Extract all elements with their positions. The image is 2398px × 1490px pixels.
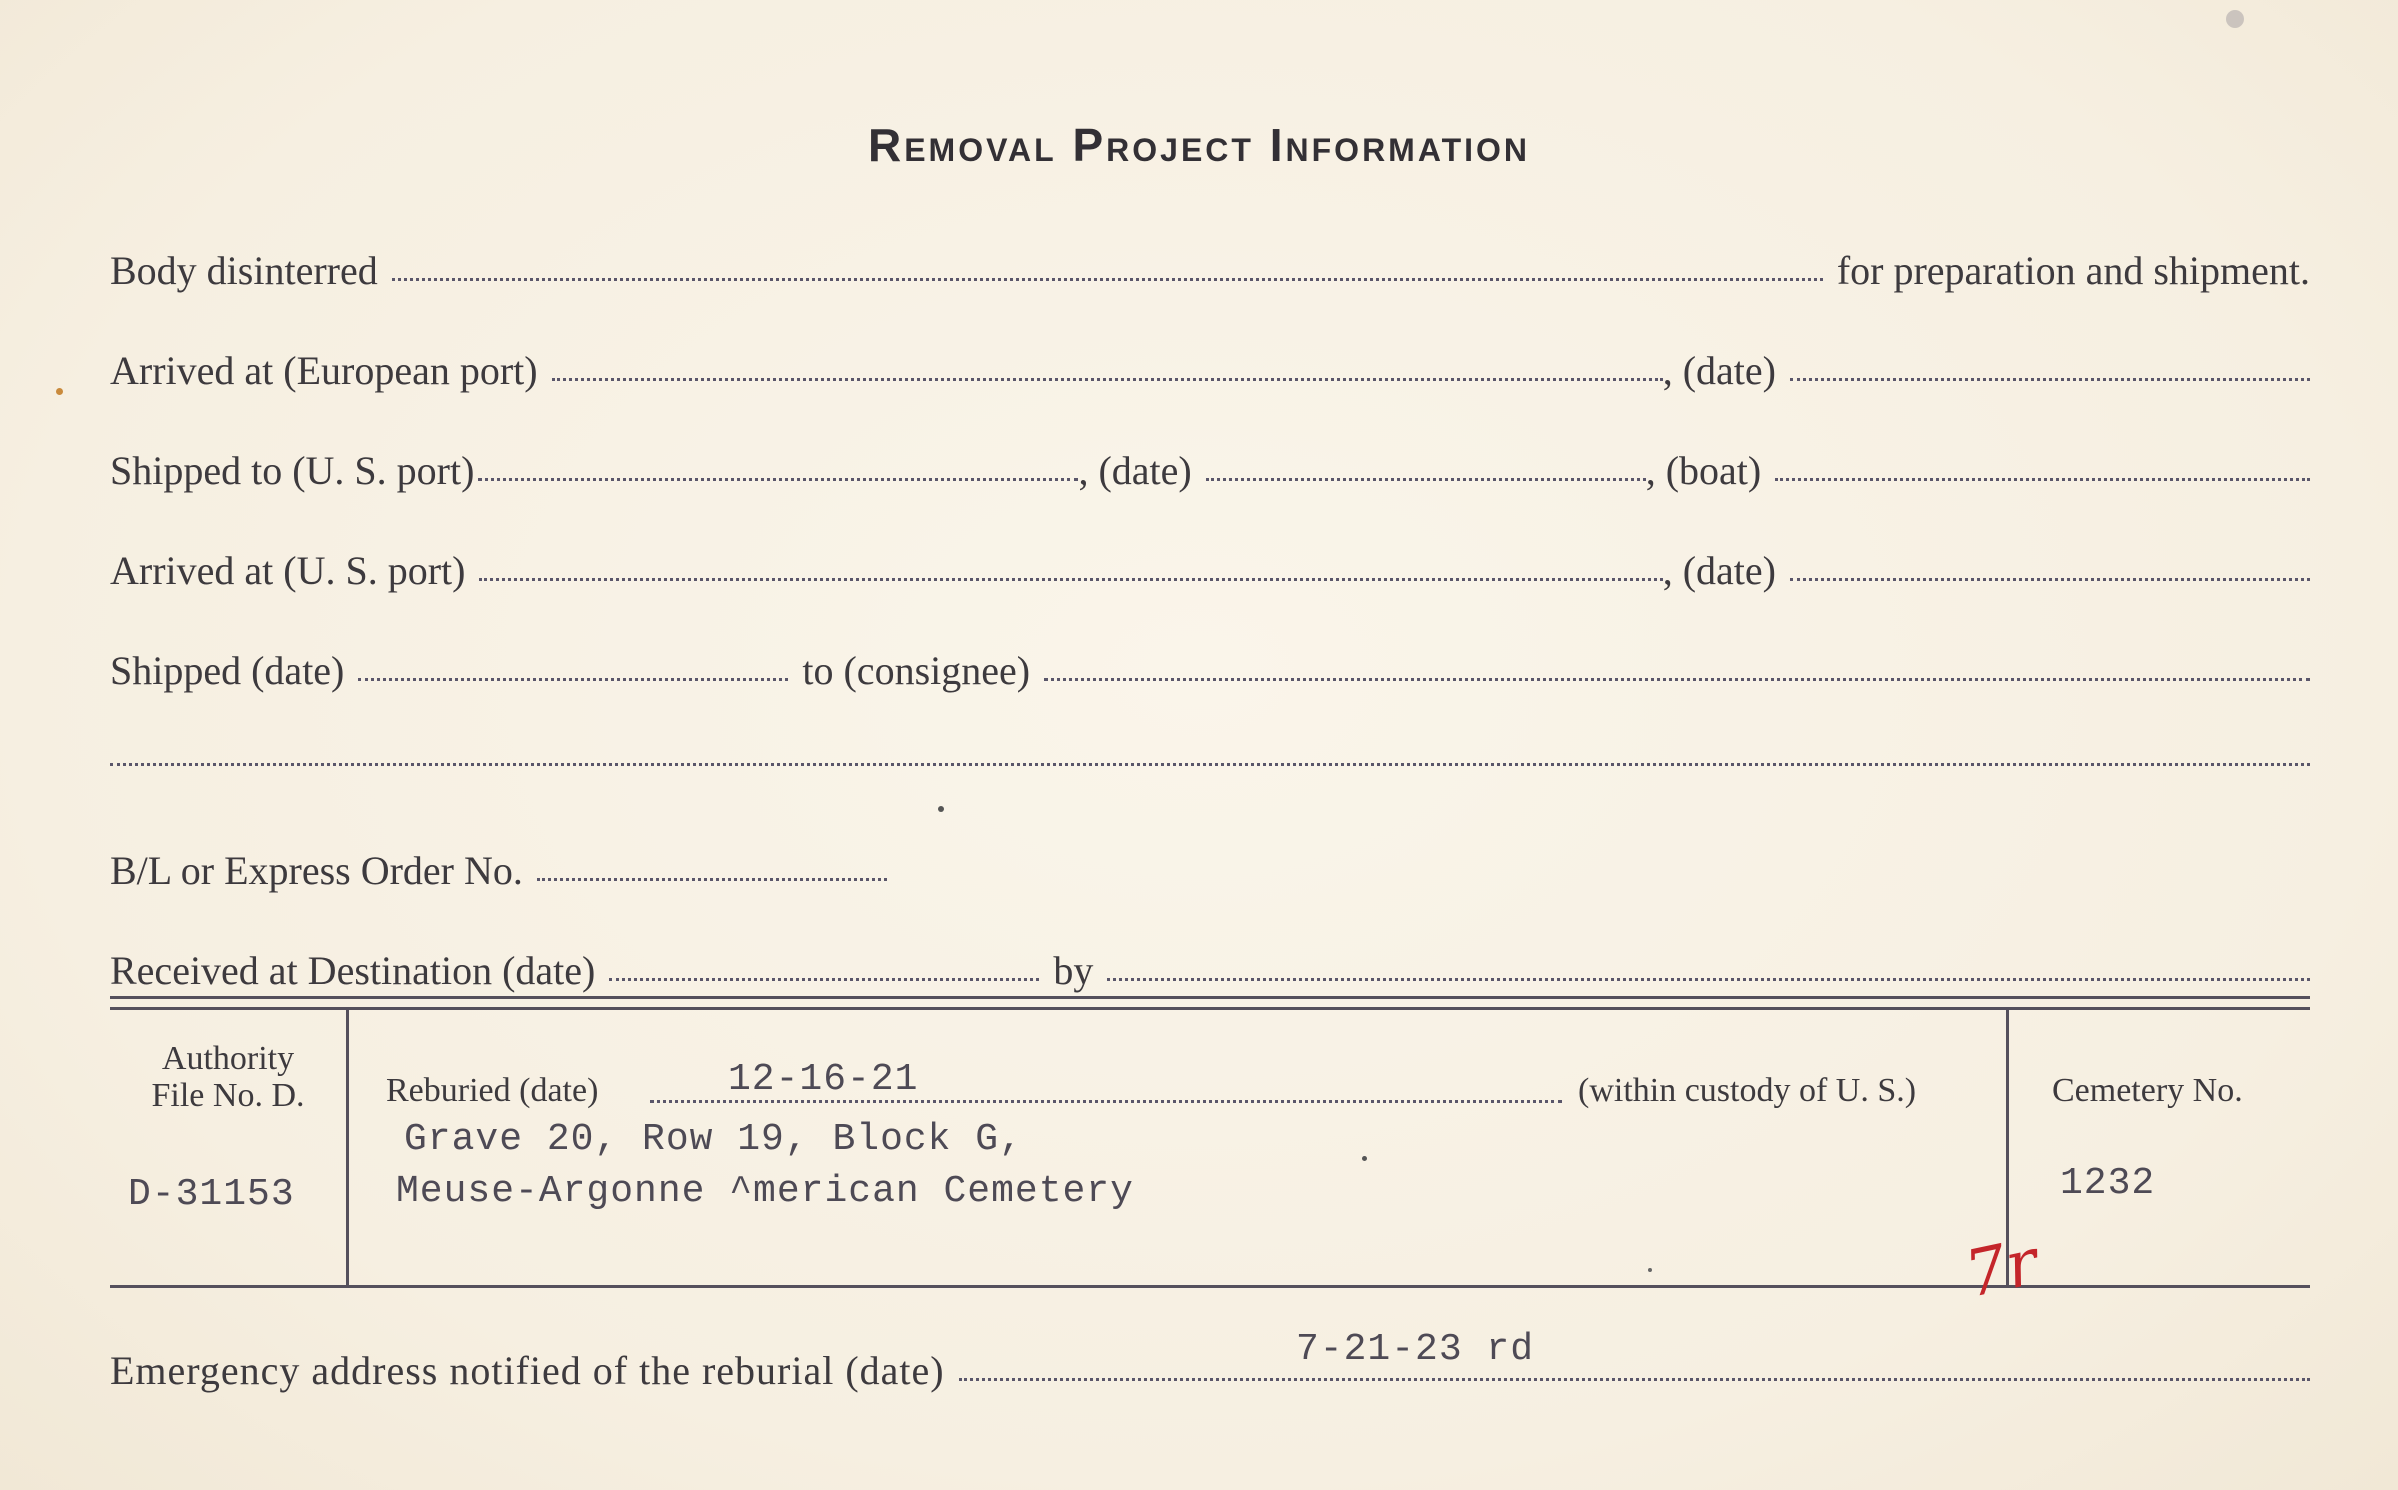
shipped-us-date-label: , (date): [1078, 448, 1192, 493]
paper-speck: [56, 388, 63, 395]
card-title: Removal Project Information: [867, 119, 1531, 171]
paper-speck: [2226, 10, 2244, 28]
shipped-us-label: Shipped to (U. S. port): [110, 448, 475, 493]
row-body-disinterred: [110, 235, 2310, 291]
cemetery-number-label: Cemetery No.: [2052, 1072, 2243, 1109]
shipped-us-date-field: [1206, 478, 1646, 481]
row-arrived-european: [110, 335, 2310, 391]
cemetery-number-value: 1232: [2060, 1162, 2156, 1205]
arrived-us-port-field: [479, 578, 1662, 581]
consignee-label: to (consignee): [802, 648, 1031, 693]
authority-label-line1: Authority: [161, 1040, 295, 1077]
double-rule: [110, 996, 2310, 1010]
row-shipped-us: [110, 435, 2310, 491]
grave-location: Grave 20, Row 19, Block G,: [404, 1118, 1023, 1161]
received-by-label: by: [1053, 948, 1094, 993]
row-bl-order: [110, 835, 2310, 891]
arrived-us-date-field: [1790, 578, 2310, 581]
authority-label: [110, 1040, 346, 1115]
row-shipped-date: [110, 635, 2310, 691]
custody-label: (within custody of U. S.): [1578, 1072, 1917, 1109]
arrived-european-label: Arrived at (European port): [110, 348, 538, 393]
handwritten-initials: 7r: [1959, 1225, 2045, 1313]
bl-order-field: [537, 878, 887, 881]
emergency-date-field: [959, 1378, 2310, 1381]
reburied-date-value: 12-16-21: [728, 1058, 919, 1101]
row-emergency: [110, 1335, 2310, 1391]
consignee-field-continued: [110, 763, 2310, 766]
column-divider-left: [346, 1010, 349, 1285]
body-disinterred-suffix: for preparation and shipment.: [1836, 248, 2310, 293]
arrived-european-date-label: , (date): [1662, 348, 1776, 393]
arrived-us-date-label: , (date): [1662, 548, 1776, 593]
arrived-european-port-field: [552, 378, 1663, 381]
paper-speck: [1648, 1268, 1652, 1272]
consignee-field: [1044, 678, 2310, 681]
shipped-date-label: Shipped (date): [110, 648, 345, 693]
emergency-label: Emergency address notified of the reburial (date): [110, 1348, 945, 1393]
shipped-date-field: [358, 678, 788, 681]
authority-file-number: D-31153: [128, 1173, 295, 1216]
arrived-european-date-field: [1790, 378, 2310, 381]
row-received: [110, 935, 2310, 991]
shipped-us-boat-field: [1775, 478, 2310, 481]
reburied-label: Reburied (date): [386, 1072, 599, 1109]
body-disinterred-label: Body disinterred: [110, 248, 378, 293]
received-by-field: [1107, 978, 2310, 981]
paper-speck: [1362, 1156, 1367, 1161]
bl-order-label: B/L or Express Order No.: [110, 848, 523, 893]
row-arrived-us: [110, 535, 2310, 591]
received-label: Received at Destination (date): [110, 948, 596, 993]
cemetery-name: Meuse-Argonne ^merican Cemetery: [396, 1170, 1134, 1213]
shipped-us-port-field: [478, 478, 1078, 481]
row-consignee-continued: [110, 720, 2310, 776]
authority-label-line2: File No. D.: [151, 1077, 305, 1115]
body-disinterred-field: [392, 278, 1823, 281]
received-date-field: [609, 978, 1039, 981]
arrived-us-label: Arrived at (U. S. port): [110, 548, 466, 593]
paper-speck: [938, 806, 944, 812]
emergency-date-value: 7-21-23 rd: [1296, 1328, 1535, 1371]
shipped-us-boat-label: , (boat): [1645, 448, 1762, 493]
